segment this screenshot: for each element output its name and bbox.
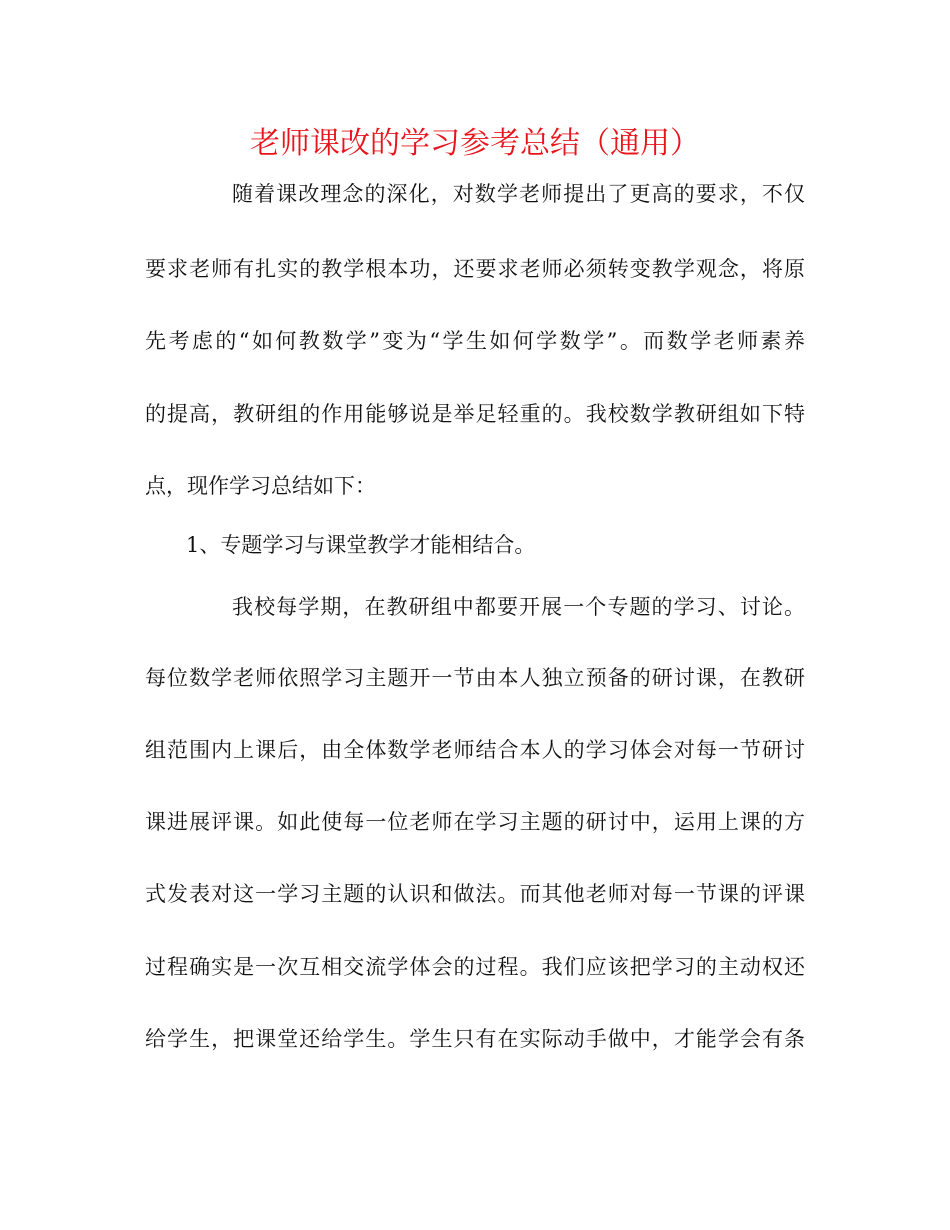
paragraph-1-line-2: 要求老师有扎实的教学根本功，还要求老师必须转变教学观念，将原 — [145, 257, 805, 281]
paragraph-1-line-5: 点，现作学习总结如下： — [145, 474, 376, 498]
document-title: 老师课改的学习参考总结（通用） — [250, 126, 700, 161]
paragraph-2-line-2: 每位数学老师依照学习主题开一节由本人独立预备的研讨课，在教研 — [145, 666, 805, 690]
paragraph-1-line-4: 的提高，教研组的作用能够说是举足轻重的。我校数学教研组如下特 — [145, 402, 805, 426]
paragraph-2-line-6: 过程确实是一次互相交流学体会的过程。我们应该把学习的主动权还 — [145, 955, 805, 979]
paragraph-2-line-3: 组范围内上课后，由全体数学老师结合本人的学习体会对每一节研讨 — [145, 738, 805, 762]
paragraph-1-line-1: 随着课改理念的深化，对数学老师提出了更高的要求，不仅 — [232, 182, 805, 206]
paragraph-1-line-3: 先考虑的“如何教数学”变为“学生如何学数学”。而数学老师素养 — [145, 329, 805, 353]
paragraph-2-line-1: 我校每学期，在教研组中都要开展一个专题的学习、讨论。 — [232, 595, 805, 619]
paragraph-2-line-7: 给学生，把课堂还给学生。学生只有在实际动手做中，才能学会有条 — [145, 1027, 805, 1051]
list-item-1: 1、专题学习与课堂教学才能相结合。 — [186, 533, 536, 557]
paragraph-2-line-4: 课进展评课。如此使每一位老师在学习主题的研讨中，运用上课的方 — [145, 810, 805, 834]
paragraph-2-line-5: 式发表对这一学习主题的认识和做法。而其他老师对每一节课的评课 — [145, 882, 805, 906]
